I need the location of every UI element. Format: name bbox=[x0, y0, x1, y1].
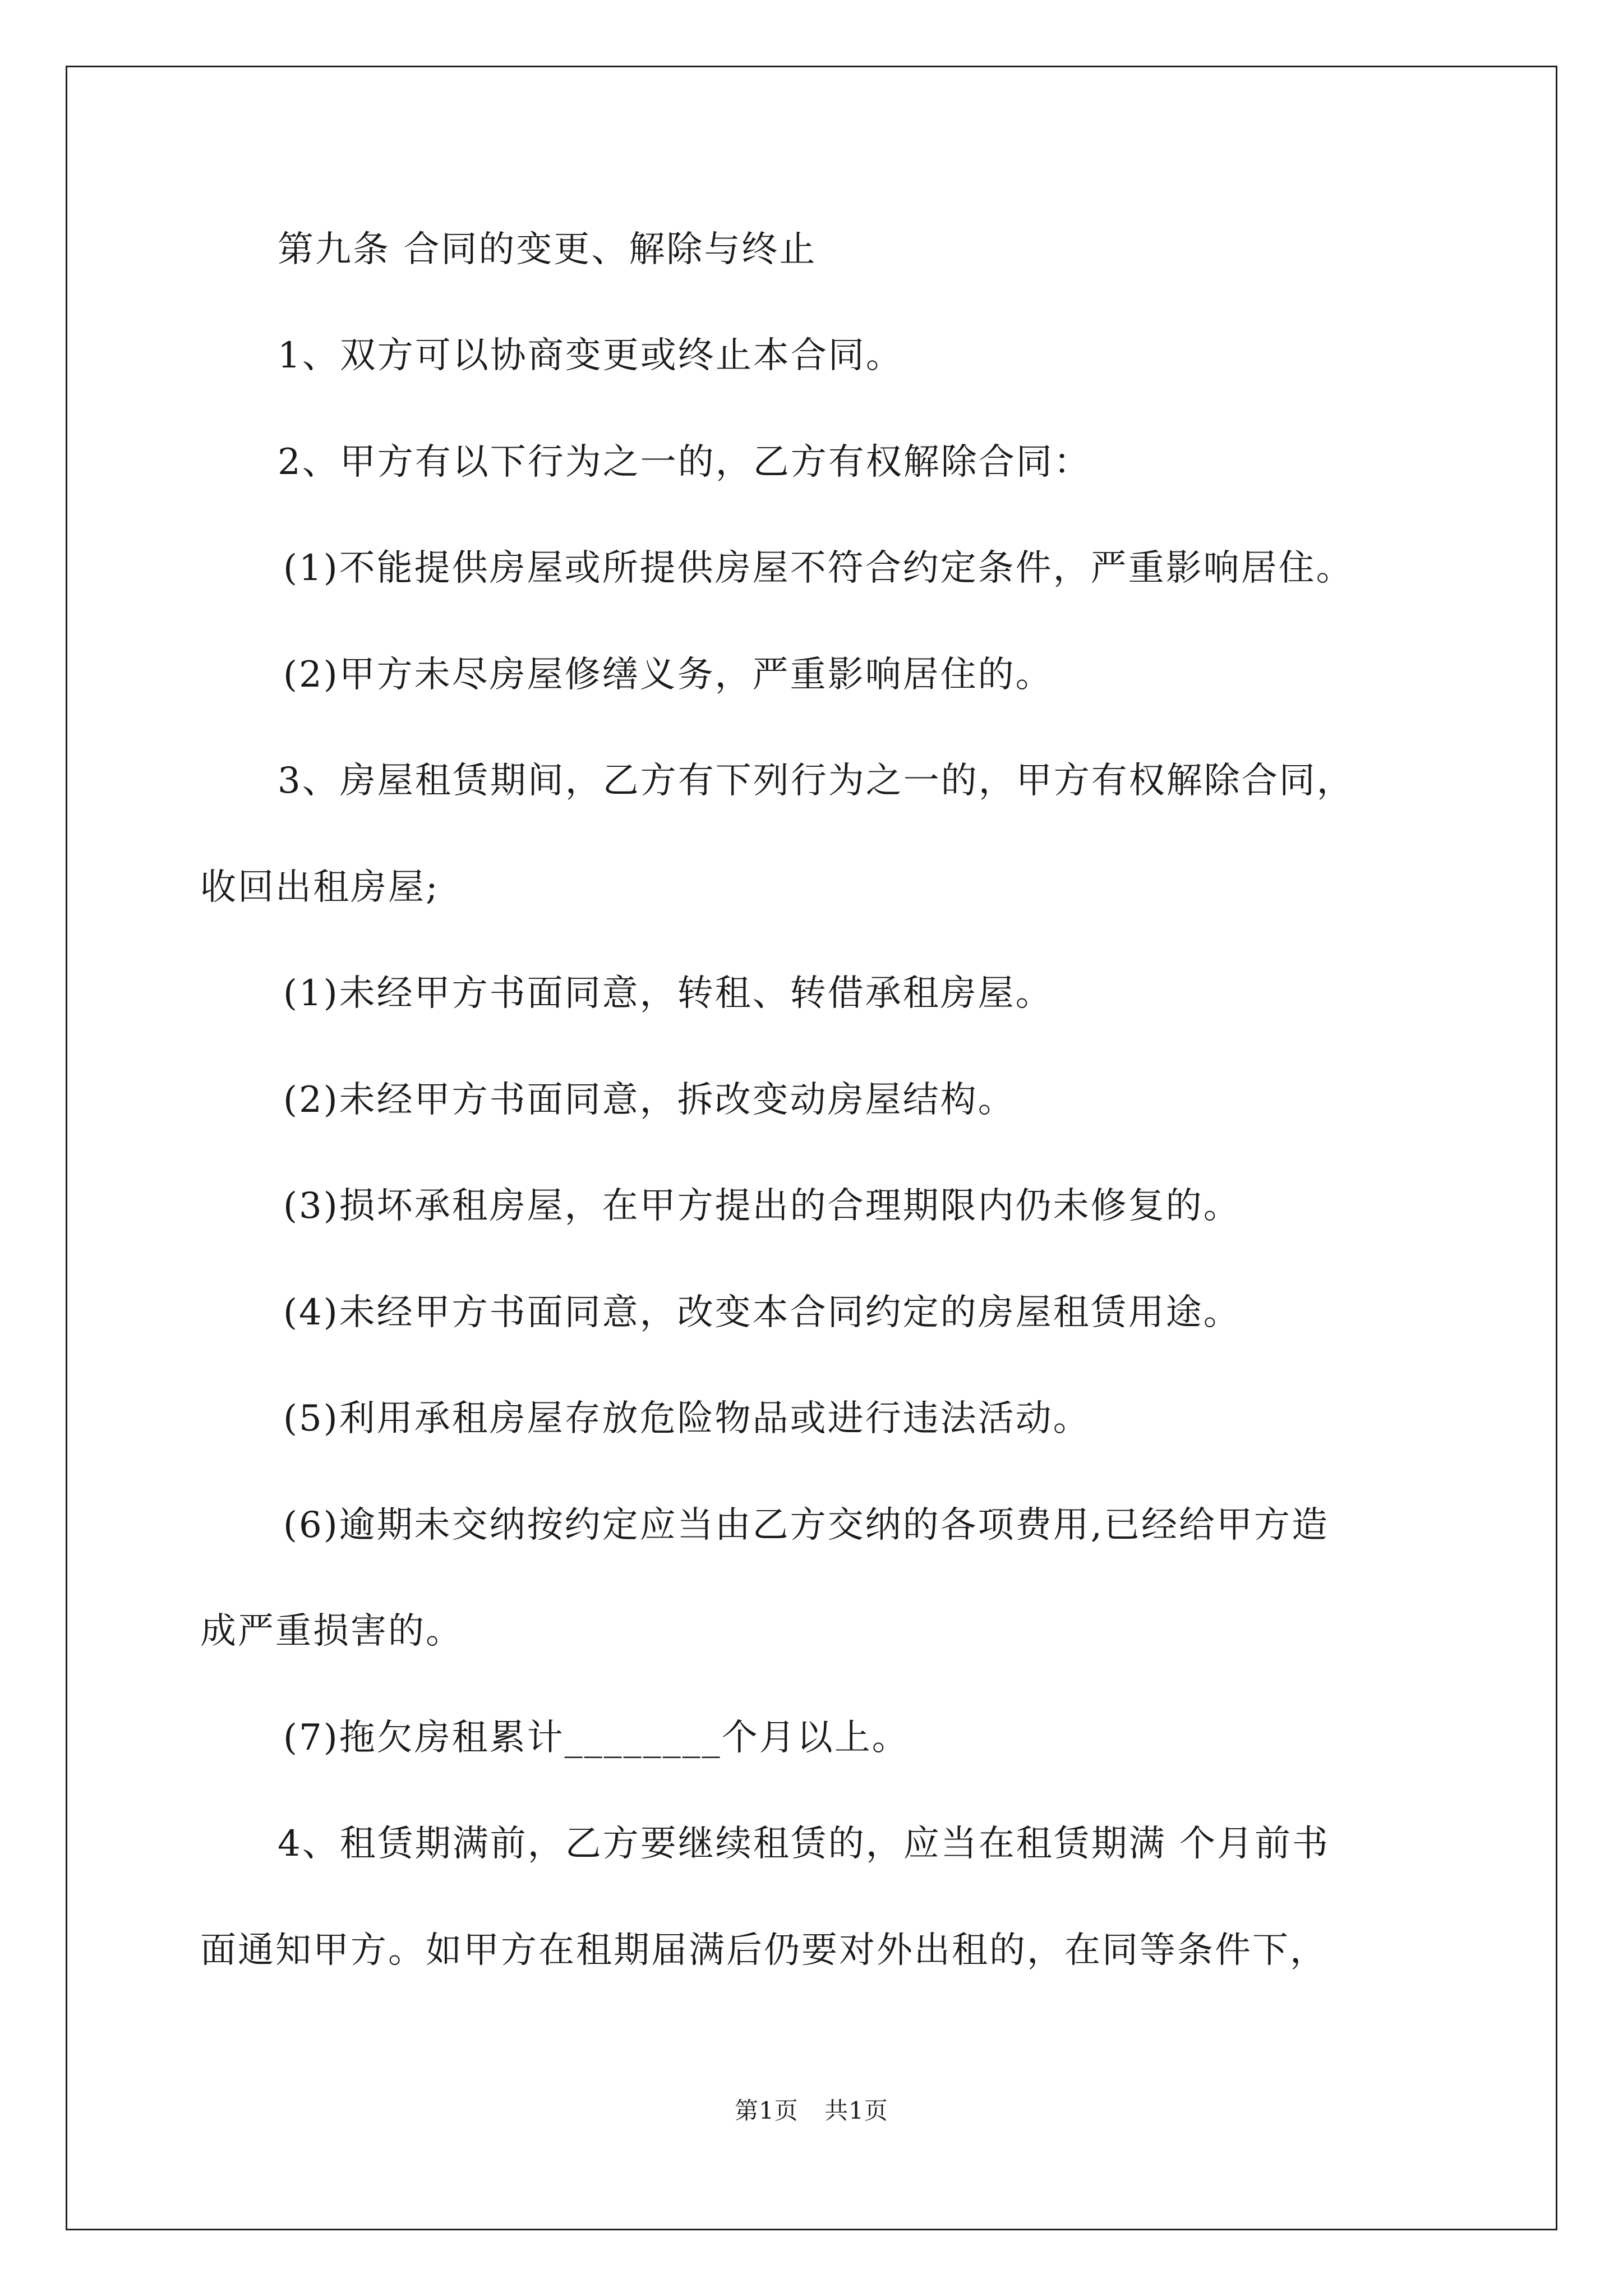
paragraph-line: 成严重损害的。 bbox=[200, 1611, 463, 1652]
paragraph-line: (3)损坏承租房屋，在甲方提出的合理期限内仍未修复的。 bbox=[283, 1185, 1241, 1227]
paragraph-line: 3、房屋租赁期间，乙方有下列行为之一的，甲方有权解除合同， bbox=[278, 760, 1354, 802]
paragraph-line: 收回出租房屋; bbox=[200, 867, 440, 908]
paragraph-line: (1)未经甲方书面同意，转租、转借承租房屋。 bbox=[283, 973, 1053, 1014]
paragraph-line: (5)利用承租房屋存放危险物品或进行违法活动。 bbox=[283, 1398, 1091, 1439]
page-footer bbox=[0, 2097, 1623, 2125]
paragraph-line: 面通知甲方。如甲方在租期届满后仍要对外出租的，在同等条件下， bbox=[200, 1930, 1327, 1971]
paragraph-line: 2、甲方有以下行为之一的，乙方有权解除合同： bbox=[278, 441, 1091, 483]
page-number: 第1页 bbox=[735, 2097, 799, 2124]
paragraph-line: (6)逾期未交纳按约定应当由乙方交纳的各项费用,已经给甲方造 bbox=[283, 1504, 1329, 1546]
paragraph-line: 4、租赁期满前，乙方要继续租赁的，应当在租赁期满 个月前书 bbox=[278, 1823, 1330, 1865]
paragraph-line: 1、双方可以协商变更或终止本合同。 bbox=[278, 335, 903, 376]
article-heading: 第九条 合同的变更、解除与终止 bbox=[278, 229, 817, 270]
paragraph-line: (7)拖欠房租累计________个月以上。 bbox=[283, 1717, 910, 1759]
page-border bbox=[66, 66, 1557, 2230]
page-total: 共1页 bbox=[824, 2097, 888, 2124]
paragraph-line: (2)未经甲方书面同意，拆改变动房屋结构。 bbox=[283, 1079, 1016, 1121]
paragraph-line: (4)未经甲方书面同意，改变本合同约定的房屋租赁用途。 bbox=[283, 1292, 1241, 1333]
paragraph-line: (2)甲方未尽房屋修缮义务，严重影响居住的。 bbox=[283, 654, 1053, 696]
paragraph-line: (1)不能提供房屋或所提供房屋不符合约定条件，严重影响居住。 bbox=[283, 547, 1354, 589]
